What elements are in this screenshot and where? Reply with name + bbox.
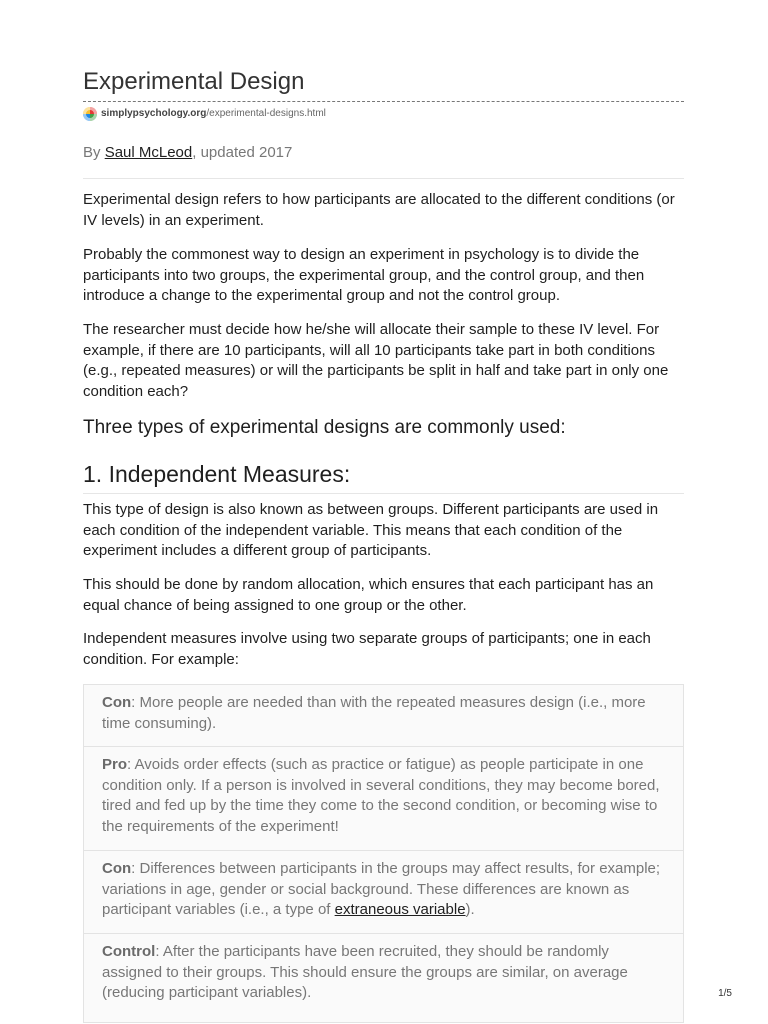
title-divider (83, 101, 684, 102)
byline-prefix: By (83, 144, 105, 161)
note-text-end: ). (465, 901, 475, 919)
byline (83, 143, 292, 163)
source-url[interactable] (83, 106, 326, 122)
author-link[interactable]: Saul McLeod (104, 144, 193, 161)
page-indicator: 1/5 (718, 988, 732, 999)
byline-suffix: , updated 2017 (192, 144, 293, 161)
note-box-control (83, 933, 684, 1023)
note-box-pro-order-effects (83, 746, 684, 851)
paragraph-researcher: The researcher must decide how he/she will allocate their sample to these IV level. For example, if there are 10 participants, will all 10 participants take part in both conditions (e.g., repeated measures) or will the participants be split in half and take part in only one condition each? (83, 321, 669, 400)
paragraph-intro: Experimental design refers to how participants are allocated to the different conditions (or IV levels) in an experiment. (83, 191, 675, 229)
subheading-three-types: Three types of experimental designs are commonly used: (83, 417, 566, 438)
byline-divider (83, 178, 684, 179)
paragraph-commonest: Probably the commonest way to design an experiment in psychology is to divide the participants into two groups, the experimental group, and the control group, and then introduce a change to the experimental group and not the control group. (83, 246, 645, 305)
note-text: : Avoids order effects (such as practice or fatigue) as people participate in one condition only. If a person is involved in several conditions, they may become bored, tired and fed up by the time they come to the second condition, or becoming wise to the requirements of the experiment! (102, 756, 660, 835)
note-box-con-differences (83, 850, 684, 934)
paragraph-two-groups: Independent measures involve using two separate groups of participants; one in each condition. For example: (83, 630, 651, 668)
note-label: Con (102, 694, 132, 711)
note-label: Control (102, 943, 156, 960)
note-text: : Differences between participants in the groups may affect results, for example; variations in age, gender or social background. These differences are known as participant variables (i.e., a type of (102, 860, 661, 919)
source-domain[interactable]: simplypsychology.org (101, 108, 207, 119)
paragraph-between-groups: This type of design is also known as between groups. Different participants are used in each condition of the independent variable. This means that each condition of the experiment includes a different group of participants. (83, 501, 659, 560)
section-divider (83, 493, 684, 494)
note-label: Con (102, 860, 132, 877)
note-label: Pro (102, 756, 128, 773)
paragraph-random-allocation: This should be done by random allocation, which ensures that each participant has an equal chance of being assigned to one group or the other. (83, 576, 654, 614)
note-box-con-time (83, 684, 684, 747)
extraneous-variable-link[interactable]: extraneous variable (334, 901, 466, 919)
note-text: : More people are needed than with the repeated measures design (i.e., more time consuming). (102, 694, 646, 732)
page-title: Experimental Design (83, 68, 305, 95)
note-text: : After the participants have been recruited, they should be randomly assigned to their groups. This should ensure the groups are similar, on average (reducing participant variables). (102, 943, 628, 1002)
source-path[interactable]: /experimental-designs.html (206, 108, 326, 119)
section-heading-independent: 1. Independent Measures: (83, 461, 351, 487)
site-favicon-icon (83, 107, 97, 121)
